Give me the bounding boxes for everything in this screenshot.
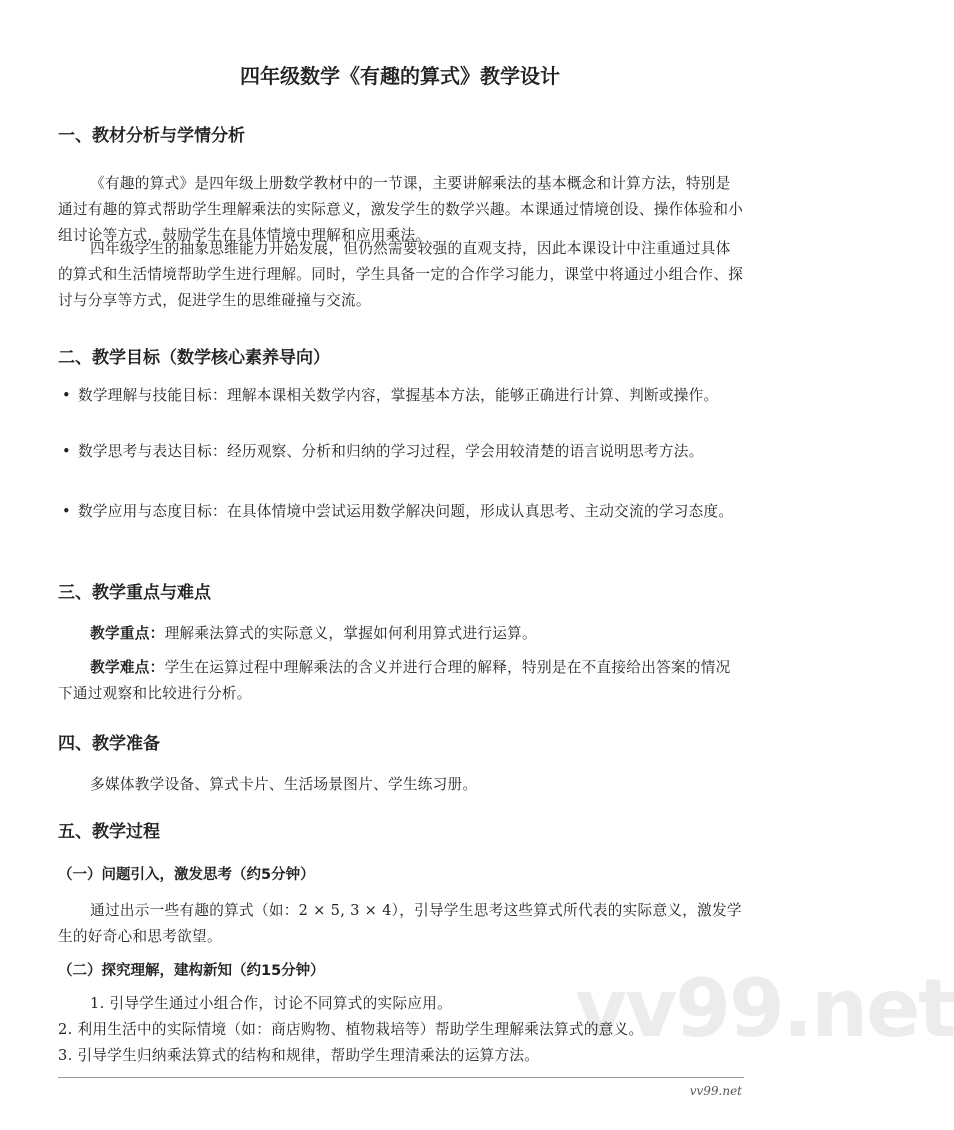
paragraph: 《有趣的算式》是四年级上册数学教材中的一节课，主要讲解乘法的基本概念和计算方法，特别是通过有趣的算式帮助学生理解乘法的实际意义，激发学生的数学兴趣。本课通过情境创设、操作体验和小组讨论等方式，鼓励学生在具体情境中理解和应用乘法。 — [58, 175, 744, 244]
key-point-label: 教学重点： — [90, 625, 165, 642]
footer-divider — [58, 1077, 744, 1078]
page-title: 四年级数学《有趣的算式》教学设计 — [240, 64, 560, 88]
list-item-text: 数学应用与态度目标：在具体情境中尝试运用数学解决问题，形成认真思考、主动交流的学习态度。 — [78, 503, 734, 520]
subsection-heading-2: （二）探究理解，建构新知（约15分钟） — [58, 963, 325, 979]
subsection-heading-1: （一）问题引入，激发思考（约5分钟） — [58, 867, 315, 883]
list-item: 1. 引导学生通过小组合作，讨论不同算式的实际应用。 — [90, 995, 453, 1012]
list-item: 2. 利用生活中的实际情境（如：商店购物、植物栽培等）帮助学生理解乘法算式的意义。 — [58, 1021, 644, 1038]
bullet-icon: • — [62, 503, 71, 520]
section-heading-3: 三、教学重点与难点 — [58, 583, 211, 603]
difficulty-point — [58, 655, 744, 707]
paragraph: 四年级学生的抽象思维能力开始发展，但仍然需要较强的直观支持，因此本课设计中注重通过具体的算式和生活情境帮助学生进行理解。同时，学生具备一定的合作学习能力，课堂中将通过小组合作、探讨与分享等方式，促进学生的思维碰撞与交流。 — [58, 240, 744, 309]
list-item — [62, 499, 744, 525]
section-heading-2: 二、教学目标（数学核心素养导向） — [58, 348, 330, 368]
watermark: vv99.net — [575, 962, 954, 1055]
list-item — [62, 383, 744, 409]
section-heading-4: 四、教学准备 — [58, 734, 160, 754]
paragraph: 通过出示一些有趣的算式（如：2 × 5, 3 × 4），引导学生思考这些算式所代表的实际意义，激发学生的好奇心和思考欲望。 — [58, 902, 742, 945]
section-heading-1: 一、教材分析与学情分析 — [58, 126, 245, 146]
footer-text: vv99.net — [689, 1084, 742, 1098]
key-point-text: 理解乘法算式的实际意义，掌握如何利用算式进行运算。 — [164, 625, 537, 642]
difficulty-label: 教学难点： — [90, 659, 165, 676]
bullet-icon: • — [62, 387, 71, 404]
list-item-text: 数学思考与表达目标：经历观察、分析和归纳的学习过程，学会用较清楚的语言说明思考方法。 — [78, 443, 704, 460]
list-item-text: 数学理解与技能目标：理解本课相关数学内容，掌握基本方法，能够正确进行计算、判断或操作。 — [78, 387, 719, 404]
list-item: 3. 引导学生归纳乘法算式的结构和规律，帮助学生理清乘法的运算方法。 — [58, 1047, 540, 1064]
list-item — [62, 439, 744, 465]
difficulty-text: 学生在运算过程中理解乘法的含义并进行合理的解释，特别是在不直接给出答案的情况下通过观察和比较进行分析。 — [58, 659, 731, 702]
key-point — [58, 621, 744, 647]
paragraph: 多媒体教学设备、算式卡片、生活场景图片、学生练习册。 — [90, 776, 478, 793]
bullet-icon: • — [62, 443, 71, 460]
section-heading-5: 五、教学过程 — [58, 822, 160, 842]
